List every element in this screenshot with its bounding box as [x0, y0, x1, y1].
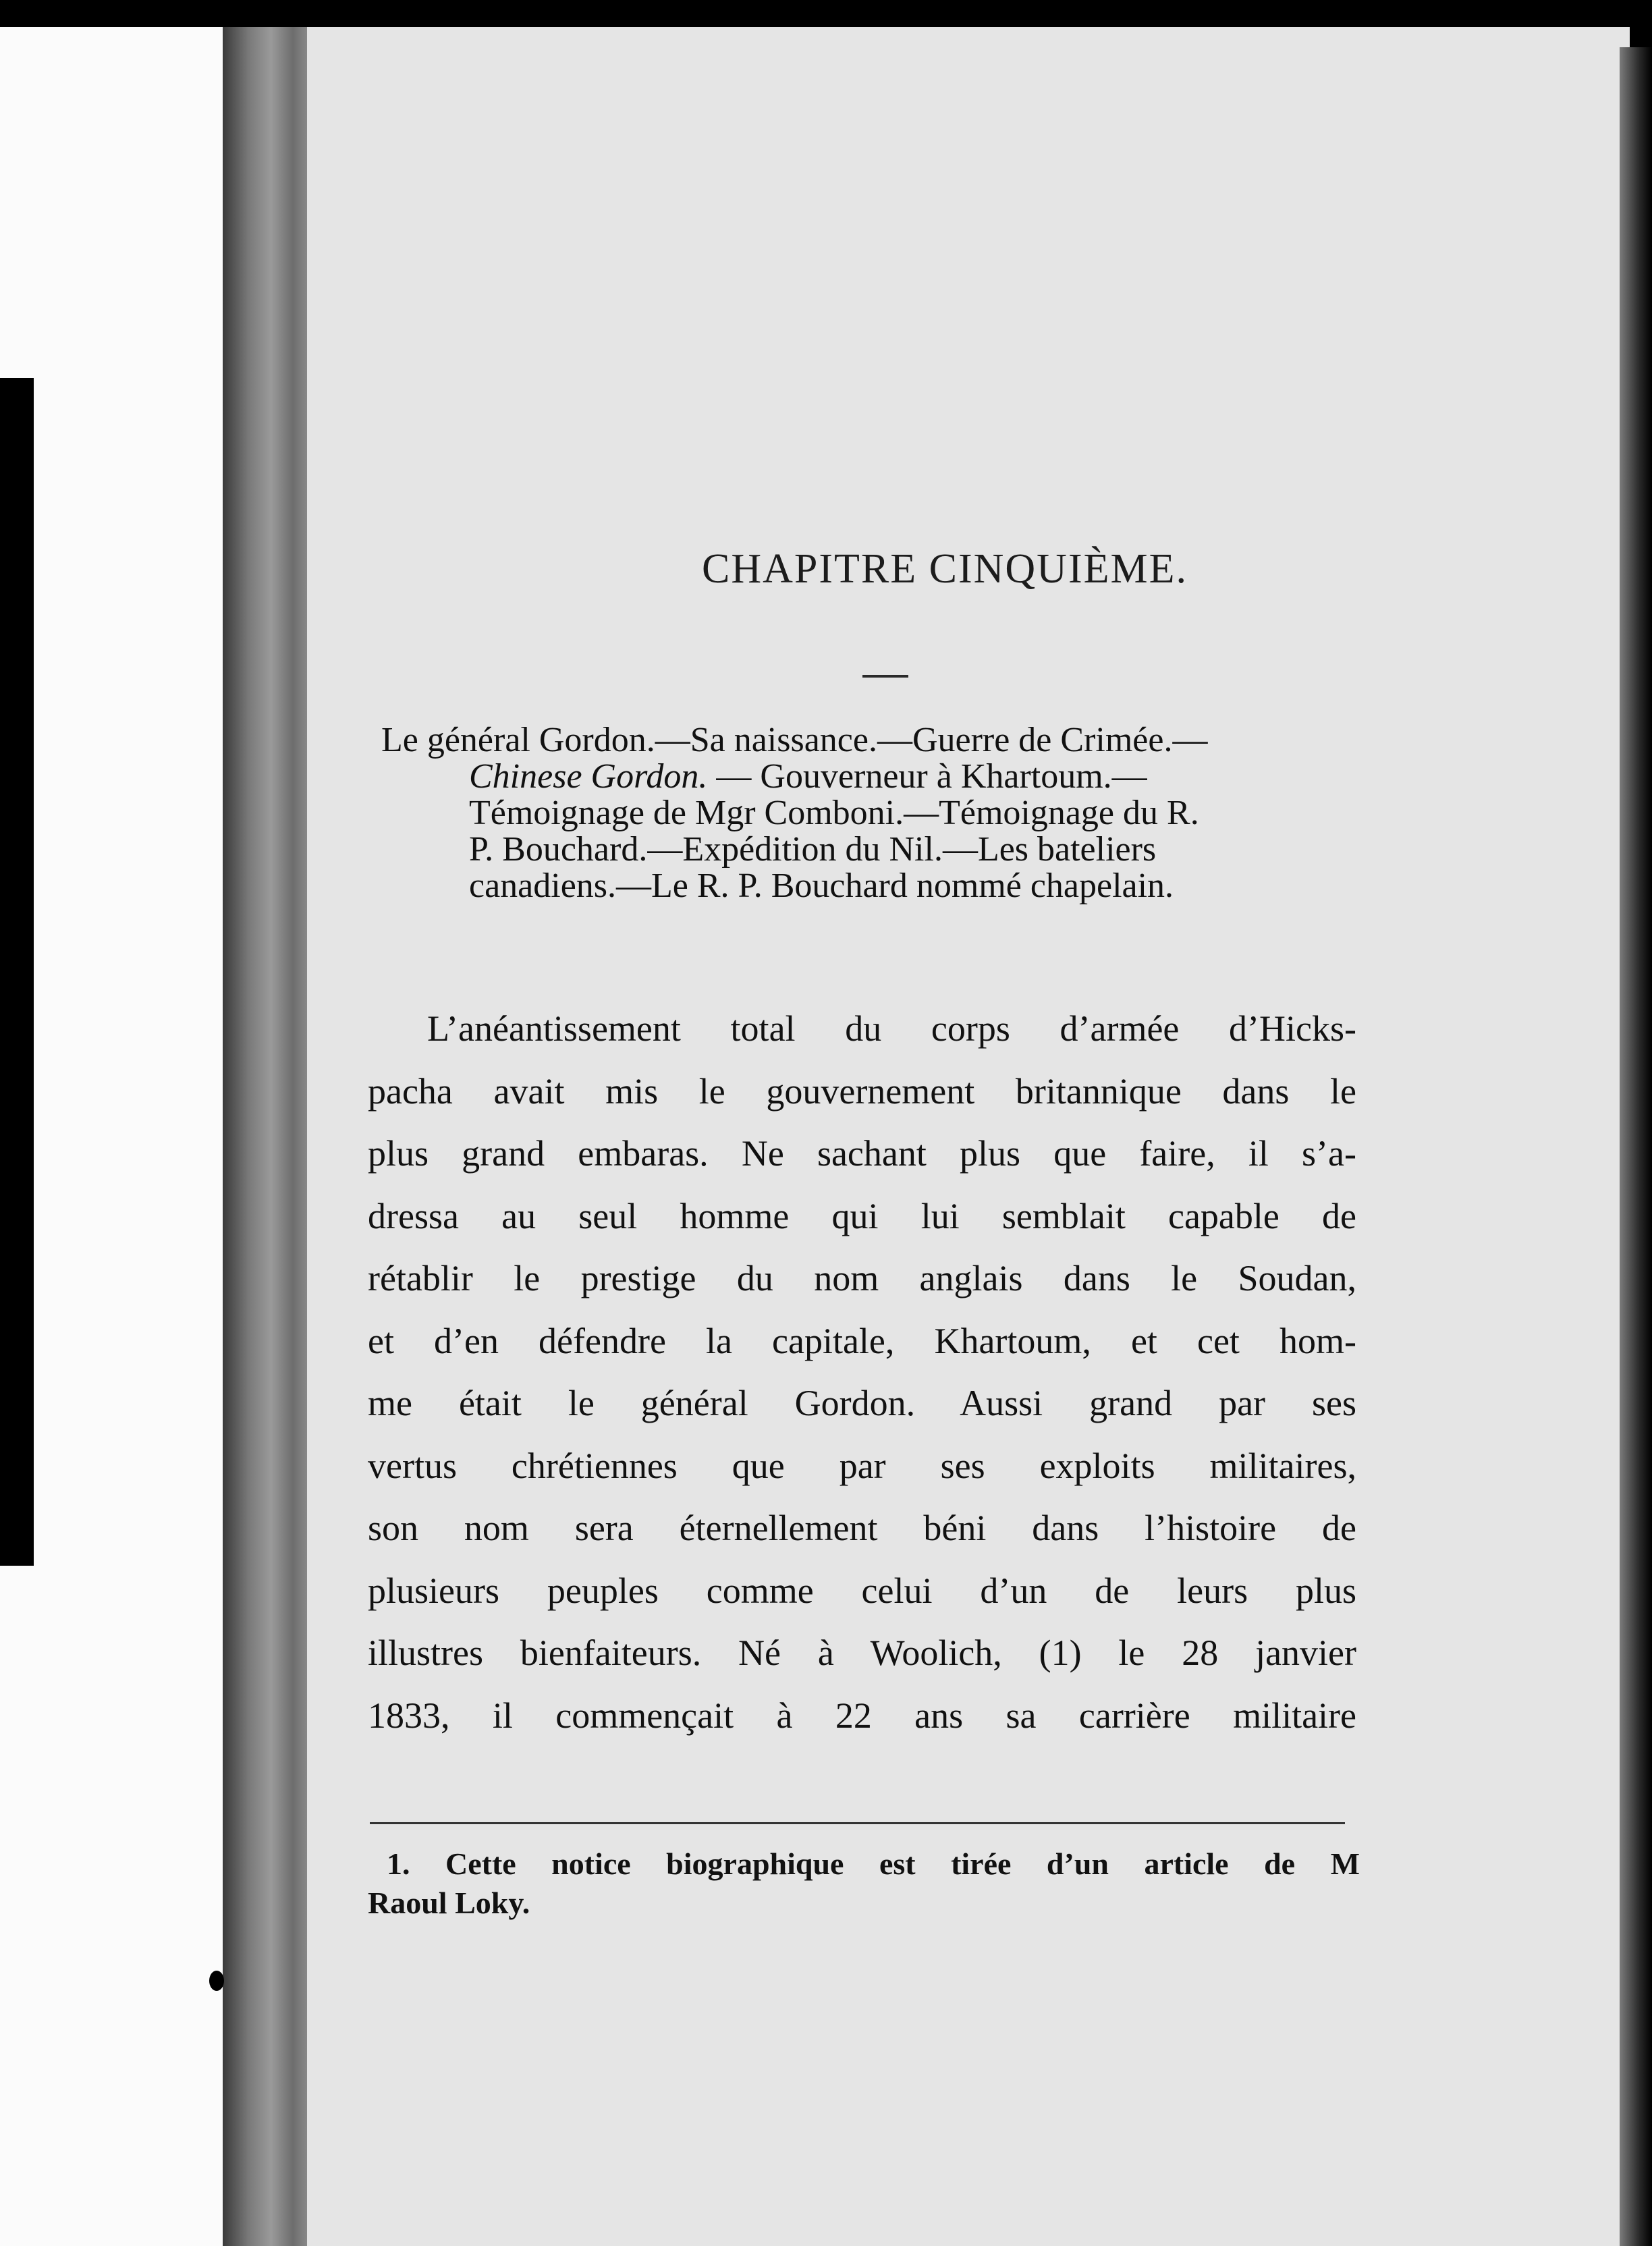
summary-line: P. Bouchard.—Expédition du Nil.—Les bateliers: [469, 830, 1157, 869]
body-line: et d’en défendre la capitale, Khartoum, et cet hom-: [368, 1320, 1356, 1361]
body-line: rétablir le prestige du nom anglais dans le Soudan,: [368, 1258, 1356, 1298]
summary-line: Chinese Gordon. — Gouverneur à Khartoum.—: [469, 757, 1147, 796]
footnote-rule: [370, 1822, 1345, 1824]
summary-line: canadiens.—Le R. P. Bouchard nommé chapelain.: [469, 867, 1174, 905]
summary-line: Le général Gordon.—Sa naissance.—Guerre de Crimée.—: [381, 721, 1208, 759]
title-rule: [862, 675, 908, 678]
footnote-line: 1. Cette notice biographique est tirée d’un article de M: [387, 1846, 1360, 1881]
chapter-summary: [381, 722, 1383, 904]
body-line: L’anéantissement total du corps d’armée d’Hicks-: [427, 1008, 1356, 1049]
body-line: vertus chrétiennes que par ses exploits militaires,: [368, 1445, 1356, 1486]
summary-line: Témoignage de Mgr Comboni.—Témoignage du R.: [469, 794, 1199, 832]
footnote-line: Raoul Loky.: [368, 1886, 530, 1920]
footnote: [368, 1844, 1360, 1923]
body-paragraph: [368, 997, 1356, 1747]
body-line: plusieurs peuples comme celui d’un de leurs plus: [368, 1570, 1356, 1611]
body-line: 1833, il commençait à 22 ans sa carrière militaire: [368, 1695, 1356, 1736]
body-line: illustres bienfaiteurs. Né à Woolich, (1) le 28 janvier: [368, 1633, 1356, 1673]
body-line: son nom sera éternellement béni dans l’histoire de: [368, 1508, 1356, 1548]
chapter-title: CHAPITRE CINQUIÈME.: [702, 546, 1188, 592]
book-spine: [223, 27, 310, 2246]
body-line: plus grand embaras. Ne sachant plus que faire, il s’a-: [368, 1133, 1356, 1174]
body-line: dressa au seul homme qui lui semblait capable de: [368, 1195, 1356, 1236]
body-line: me était le général Gordon. Aussi grand par ses: [368, 1383, 1356, 1423]
ink-mark: [209, 1971, 224, 1991]
left-margin-shadow: [0, 378, 34, 1566]
body-line: pacha avait mis le gouvernement britannique dans le: [368, 1070, 1356, 1112]
page-right-edge: [1620, 47, 1652, 2246]
